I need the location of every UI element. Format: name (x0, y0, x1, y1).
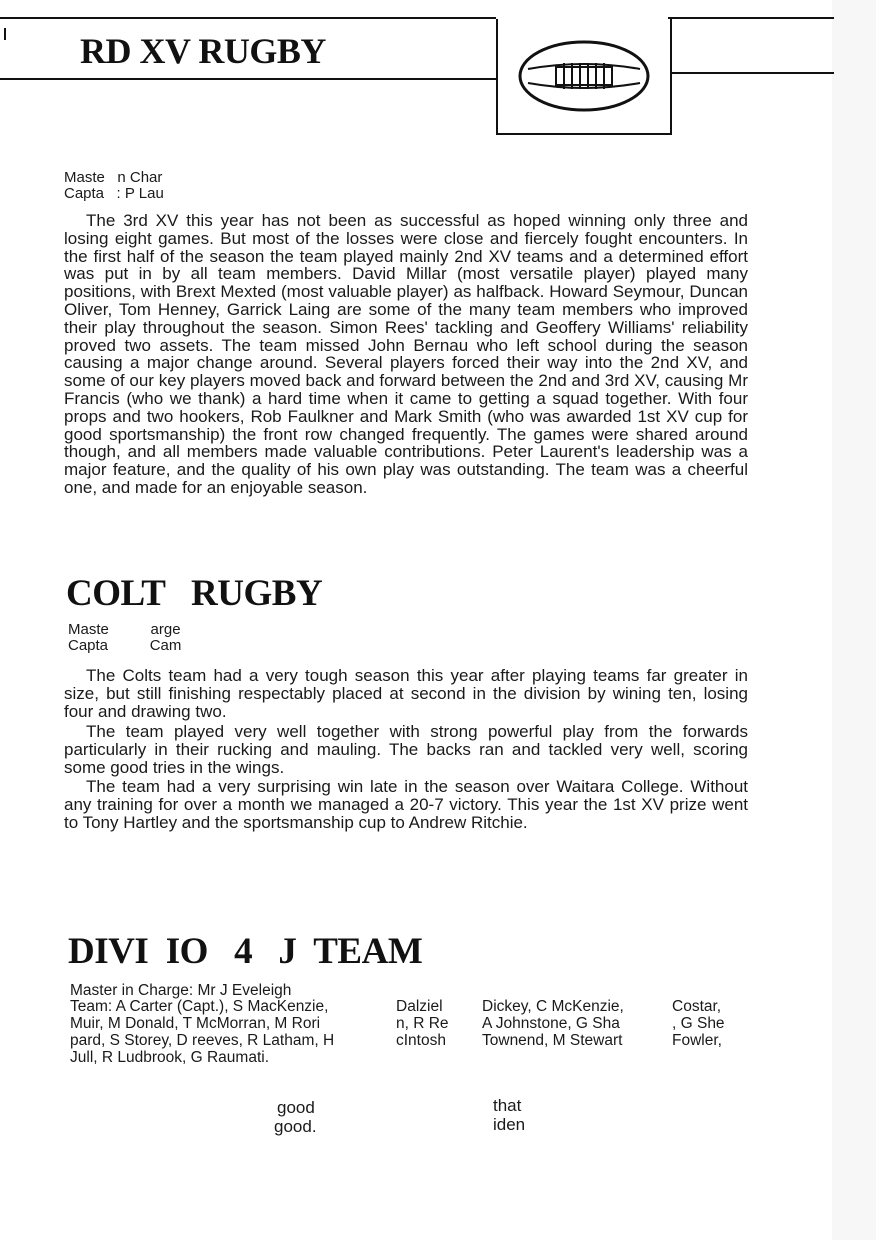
team-line: Dickey, C McKenzie, (482, 998, 624, 1015)
third-xv-report: The 3rd XV this year has not been as successful as hoped winning only three and losing eight games. But most of the losses were close and fiercely fought encounters. In the first half of the season the team played mainly 2nd XV teams and a determined effort was put in by all team members. David Millar (most versatile player) played many positions, with Brext Mexted (most valuable player) as halfback. Howard Seymour, Duncan Oliver, Tom Henney, Garrick Laing are some of the many team members who improved their play throughout the season. Simon Rees' tackling and Geoffery Williams' reliability proved two assets. The team missed John Bernau who left school during the season causing a major change around. Several players forced their way into the 2nd XV, and some of our key players moved back and forward between the 2nd and 3rd XV, causing Mr Francis (who we thank) a hard time when it came to getting a squad together. With four props and two hookers, Rob Faulkner and Mark Smith (who was awarded 1st XV cup for good sportsmanship) the front row changed frequently. The games were shared around though, and all members made valuable contributions. Peter Laurent's leadership was a major feature, and the quality of his own play was outstanding. The team was a cheerful one, and made for an enjoyable season. (64, 211, 748, 497)
header-bottom-rule-right (668, 72, 834, 74)
team-line: Fowler, (672, 1032, 722, 1049)
team-column-4 (672, 998, 725, 1049)
page-title: RD XV RUGBY (80, 31, 326, 71)
master-line: Maste n Char (64, 169, 163, 186)
team-line: n, R Re (396, 1015, 449, 1032)
team-line: Team: A Carter (Capt.), S MacKenzie, (70, 998, 329, 1015)
team-line: cIntosh (396, 1032, 446, 1049)
header-left-tick (4, 28, 6, 40)
colt-paragraph-3: The team had a very surprising win late in the season over Waitara College. Without any training for over a month we managed a 20-7 victory. This year the 1st XV prize went to Tony Hartley and the sportsmanship cup to Andrew Ritchie. (64, 777, 748, 832)
team-line: pard, S Storey, D reeves, R Latham, H (70, 1032, 335, 1049)
team-line: Jull, R Ludbrook, G Raumati. (70, 1049, 270, 1066)
team-line: Townend, M Stewart (482, 1032, 623, 1049)
header-top-rule (0, 17, 496, 19)
text-fragment-left (274, 1098, 317, 1136)
fragment-line: good (277, 1098, 315, 1117)
team-column-1 (70, 998, 334, 1066)
team-column-2 (396, 998, 449, 1049)
third-xv-meta (64, 170, 164, 202)
captain-line: Capta : P Lau (64, 185, 164, 202)
fragment-line: good. (274, 1117, 317, 1136)
scan-edge (832, 0, 876, 1240)
fragment-line: iden (493, 1115, 526, 1134)
division-master-line: Master in Charge: Mr J Eveleigh (70, 982, 292, 999)
team-line: Dalziel (396, 998, 443, 1015)
colt-rugby-title: COLT RUGBY (66, 573, 323, 614)
colt-paragraph-2: The team played very well together with strong powerful play from the forwards particularly in their rucking and mauling. The backs ran and tackled very well, scoring some good tries in the wings. (64, 722, 748, 777)
rugby-ball-icon (516, 37, 652, 115)
team-line: A Johnstone, G Sha (482, 1015, 620, 1032)
logo-box (496, 19, 672, 135)
team-line: Costar, (672, 998, 722, 1015)
team-column-3 (482, 998, 624, 1049)
header-top-rule-right (668, 17, 834, 19)
division-team-title: DIVI IO 4 J TEAM (68, 931, 423, 972)
text-fragment-right (493, 1096, 525, 1134)
fragment-line: that (493, 1096, 522, 1115)
team-line: , G She (672, 1015, 725, 1032)
master-line: Maste arge (68, 621, 181, 638)
header-bottom-rule (0, 78, 496, 80)
colt-paragraph-1: The Colts team had a very tough season this year after playing teams far greater in size, but still finishing respectably placed at second in the division by wining ten, losing four and drawing two. (64, 666, 748, 721)
team-line: Muir, M Donald, T McMorran, M Rori (70, 1015, 321, 1032)
colt-meta (68, 622, 181, 654)
captain-line: Capta Cam (68, 637, 182, 654)
